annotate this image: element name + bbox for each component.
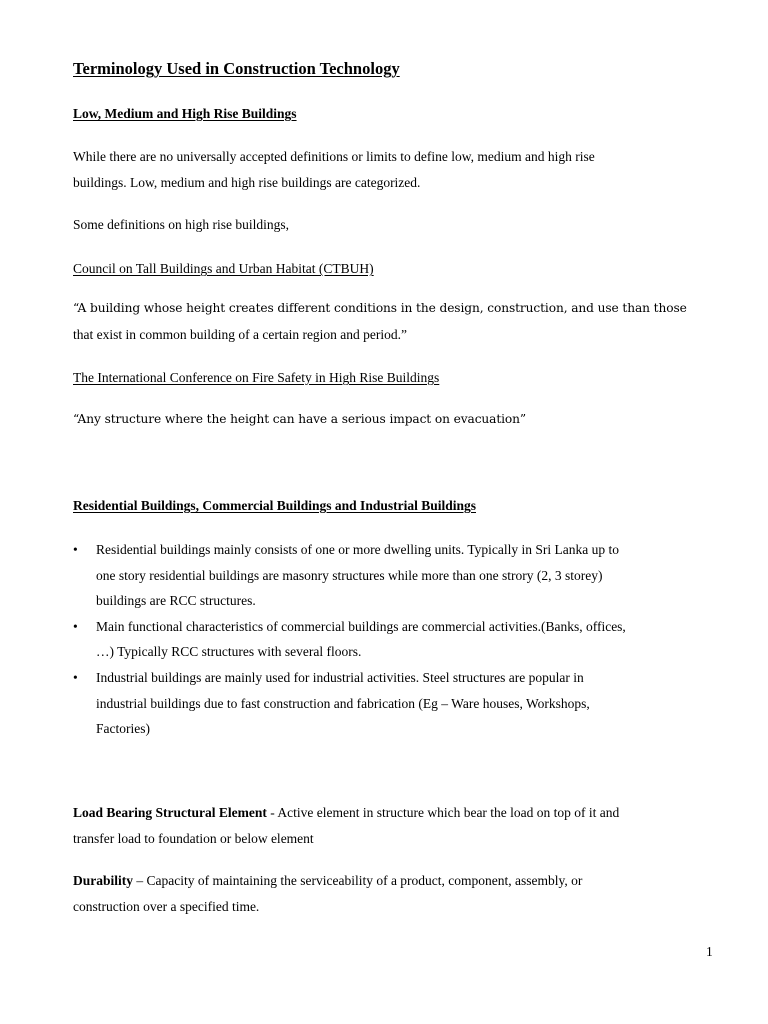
fire-safety-source-label: The International Conference on Fire Safety in High Rise Buildings	[73, 370, 440, 385]
definition-text: Capacity of maintaining the serviceability of a product, component, assembly, or	[146, 873, 583, 888]
bullet-icon: •	[73, 618, 78, 634]
section-heading-building-types: Residential Buildings, Commercial Buildings and Industrial Buildings	[73, 498, 476, 513]
list-item-residential	[73, 537, 713, 614]
section-heading-rise-buildings: Low, Medium and High Rise Buildings	[73, 106, 297, 121]
definition-load-bearing	[73, 800, 713, 852]
list-item-line: industrial buildings due to fast construction and fabrication (Eg – Ware houses, Workshops,	[96, 695, 590, 711]
list-item-line: buildings are RCC structures.	[96, 593, 256, 609]
list-item-line: Residential buildings mainly consists of one or more dwelling units. Typically in Sri Lanka up to	[96, 542, 619, 557]
definition-text-line-2: transfer load to foundation or below element	[73, 831, 314, 846]
definition-separator: –	[133, 873, 147, 888]
definition-separator: -	[266, 805, 278, 820]
list-item-line: one story residential buildings are masonry structures while more than one strory (2, 3 storey)	[96, 567, 603, 583]
intro-line-1: While there are no universally accepted definitions or limits to define low, medium and high rise	[73, 149, 595, 164]
definition-term: Durability	[73, 873, 134, 888]
document-title: Terminology Used in Construction Technology	[73, 59, 400, 78]
ctbuh-quote-line-1: “A building whose height creates different conditions in the design, construction, and use than those	[73, 301, 687, 315]
definition-durability	[73, 868, 713, 920]
bullet-icon: •	[73, 669, 78, 685]
list-item-line: Industrial buildings are mainly used for industrial activities. Steel structures are popular in	[96, 669, 584, 685]
intro-line-2: buildings. Low, medium and high rise buildings are categorized.	[73, 175, 421, 190]
ctbuh-source-label: Council on Tall Buildings and Urban Habitat (CTBUH)	[73, 261, 374, 276]
list-item-industrial	[73, 665, 713, 742]
some-definitions-text: Some definitions on high rise buildings,	[73, 217, 289, 232]
ctbuh-quote-line-2: that exist in common building of a certain region and period.”	[73, 327, 408, 342]
list-item-commercial	[73, 614, 713, 665]
definition-text-line-2: construction over a specified time.	[73, 899, 260, 914]
list-item-line: …) Typically RCC structures with several floors.	[96, 644, 362, 660]
definition-text: Active element in structure which bear the load on top of it and	[277, 805, 620, 820]
fire-safety-quote: “Any structure where the height can have a serious impact on evacuation”	[73, 412, 527, 426]
bullet-icon: •	[73, 542, 78, 557]
list-item-line: Factories)	[96, 721, 150, 737]
page-number: 1	[706, 944, 713, 959]
building-types-list	[73, 537, 713, 742]
definition-term: Load Bearing Structural Element	[73, 805, 267, 820]
list-item-line: Main functional characteristics of commercial buildings are commercial activities.(Banks, offices,	[96, 618, 626, 634]
